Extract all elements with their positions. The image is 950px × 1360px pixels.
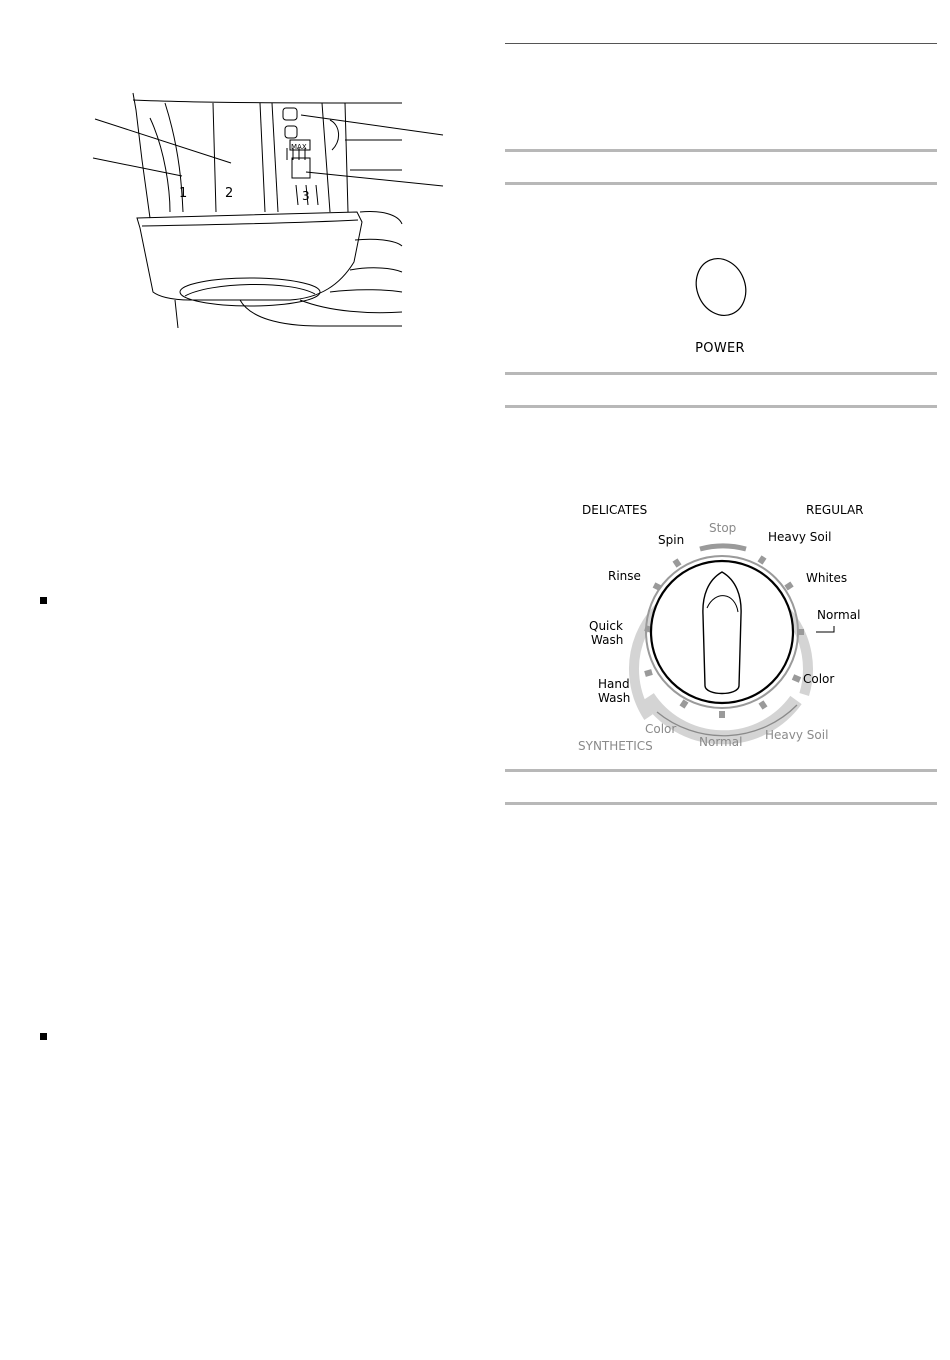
cycle-hand-wash-label-line2[interactable]: Wash bbox=[598, 691, 631, 705]
power-label: POWER bbox=[695, 341, 745, 356]
rule-section-2-end bbox=[505, 372, 937, 375]
bullet-marker bbox=[40, 597, 47, 604]
group-label-synthetics: SYNTHETICS bbox=[578, 739, 653, 753]
rule-section-4-start bbox=[505, 802, 937, 805]
cycle-whites-label[interactable]: Whites bbox=[806, 571, 848, 585]
max-label: MAX bbox=[291, 143, 307, 151]
bullet-marker bbox=[40, 1033, 47, 1040]
cycle-synthetics-color-label[interactable]: Color bbox=[645, 722, 677, 736]
rule-section-2-start bbox=[505, 182, 937, 185]
compartment-3-label: 3 bbox=[302, 189, 310, 203]
dial-pointer[interactable] bbox=[703, 572, 741, 694]
power-button[interactable] bbox=[690, 254, 752, 320]
group-label-regular: REGULAR bbox=[806, 503, 864, 517]
normal-default-mark bbox=[816, 626, 834, 632]
cycle-spin-label[interactable]: Spin bbox=[658, 533, 685, 547]
rule-top bbox=[505, 43, 937, 44]
rule-section-3-end bbox=[505, 769, 937, 772]
cycle-selector-dial[interactable] bbox=[560, 490, 890, 760]
cycle-synthetics-normal-label[interactable]: Normal bbox=[699, 735, 743, 749]
cycle-rinse-label[interactable]: Rinse bbox=[608, 569, 641, 583]
group-label-delicates: DELICATES bbox=[582, 503, 648, 517]
rule-section-3-start bbox=[505, 405, 937, 408]
cycle-quick-wash-label-line2[interactable]: Wash bbox=[591, 633, 624, 647]
cycle-regular-color-label[interactable]: Color bbox=[803, 672, 835, 686]
cycle-quick-wash-label-line1[interactable]: Quick bbox=[589, 619, 623, 633]
cycle-synthetics-heavy-soil-label[interactable]: Heavy Soil bbox=[765, 728, 829, 742]
dispenser-illustration bbox=[0, 0, 480, 360]
cycle-stop-label[interactable]: Stop bbox=[709, 521, 737, 535]
power-button-shape[interactable] bbox=[690, 254, 752, 320]
cycle-regular-heavy-soil-label[interactable]: Heavy Soil bbox=[768, 530, 832, 544]
cycle-regular-normal-label[interactable]: Normal bbox=[817, 608, 861, 622]
rule-section-1-end bbox=[505, 149, 937, 152]
stop-indicator-arc bbox=[700, 546, 746, 549]
cycle-hand-wash-label-line1[interactable]: Hand bbox=[598, 677, 630, 691]
compartment-1-label: 1 bbox=[179, 186, 188, 201]
compartment-2-label: 2 bbox=[225, 186, 234, 201]
